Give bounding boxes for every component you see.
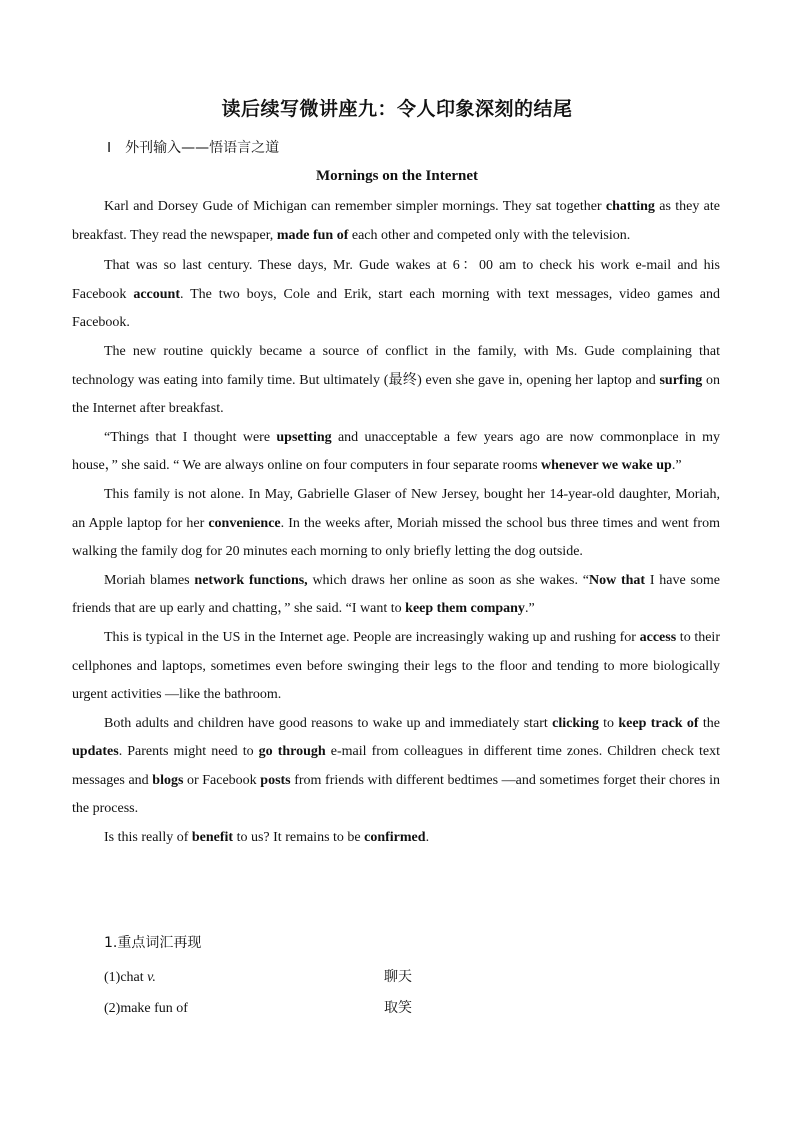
keyword: blogs bbox=[152, 772, 184, 788]
section-number: Ⅰ bbox=[107, 141, 112, 156]
keyword: account bbox=[133, 286, 180, 302]
keyword: benefit bbox=[191, 830, 234, 846]
vocab-meaning: 聊天 bbox=[384, 969, 412, 985]
vocab-heading: 1.重点词汇再现 bbox=[104, 935, 202, 951]
paragraph-2: That was so last century. These days, Mr. Gude wakes at 6：00 am to check his work e-mail and his Facebook account. The two boys, Cole and Erik, start each morning with text messages, video games and Facebook. bbox=[72, 258, 720, 331]
section-heading bbox=[107, 137, 279, 157]
keyword: confirmed bbox=[364, 830, 426, 846]
keyword: convenience bbox=[208, 515, 281, 531]
paragraph-4: “Things that I thought were upsetting and unacceptable a few years ago are now commonplace in my house，” she said. “ We are always online on four computers in four separate rooms whenever we wake up.” bbox=[72, 429, 720, 474]
keyword: updates bbox=[72, 744, 119, 760]
keyword: whenever we wake up bbox=[541, 458, 672, 474]
keyword: access bbox=[639, 629, 677, 645]
keyword: chatting bbox=[605, 199, 655, 214]
vocab-item bbox=[104, 997, 604, 1017]
vocab-term: (2)make fun of bbox=[104, 1001, 188, 1016]
article-title: Mornings on the Internet bbox=[315, 168, 479, 184]
keyword: keep them company bbox=[405, 601, 525, 617]
paragraph-9: Is this really of benefit to us? It remains to be confirmed. bbox=[104, 830, 430, 846]
vocab-item bbox=[104, 966, 604, 986]
keyword: network functions, bbox=[194, 572, 308, 588]
paragraph-6: Moriah blames network functions, which draws her online as soon as she wakes. “Now that I have some friends that are up early and chatting，” she said. “I want to keep them company.” bbox=[72, 572, 720, 617]
paragraph-3: The new routine quickly became a source of conflict in the family, with Ms. Gude complaining that technology was eating into family time. But ultimately (最终) even she gave in, opening her laptop and surfing on the Internet after breakfast. bbox=[72, 343, 720, 417]
page-title: 读后续写微讲座九：令人印象深刻的结尾 bbox=[221, 98, 573, 120]
section-label: 外刊输入——悟语言之道 bbox=[125, 140, 280, 156]
vocab-meaning: 取笑 bbox=[384, 1000, 412, 1016]
keyword: upsetting bbox=[276, 429, 332, 445]
keyword: clicking bbox=[552, 715, 599, 731]
keyword: surfing bbox=[659, 372, 703, 388]
paragraph-7: This is typical in the US in the Internet age. People are increasingly waking up and rushing for access to their cellphones and laptops, sometimes even before swinging their legs to the floor and tending to more biologically urgent activities —like the bathroom. bbox=[72, 629, 720, 703]
keyword: go through bbox=[258, 744, 326, 760]
keyword: Now that bbox=[588, 572, 646, 588]
vocab-pos: v. bbox=[147, 970, 156, 985]
paragraph-1: Karl and Dorsey Gude of Michigan can remember simpler mornings. They sat together chatting as they ate breakfast. They read the newspaper, made fun of each other and competed only with the television. bbox=[72, 199, 720, 243]
keyword: made fun of bbox=[276, 227, 349, 243]
paragraph-5: This family is not alone. In May, Gabrielle Glaser of New Jersey, bought her 14-year-old daughter, Moriah, an Apple laptop for her convenience. In the weeks after, Moriah missed the school bus three times and went from walking the family dog for 20 minutes each morning to only briefly letting the dog outside. bbox=[72, 486, 720, 560]
keyword: posts bbox=[260, 772, 291, 788]
vocab-term: (1)chat bbox=[104, 970, 148, 985]
keyword: keep track of bbox=[618, 715, 699, 731]
article-body bbox=[72, 193, 720, 853]
paragraph-8: Both adults and children have good reasons to wake up and immediately start clicking to keep track of the updates. Parents might need to go through e-mail from colleagues in different time zones. Children check text messages and blogs or Facebook posts from friends with different bedtimes —and sometimes forget their chores in the process. bbox=[72, 715, 721, 817]
